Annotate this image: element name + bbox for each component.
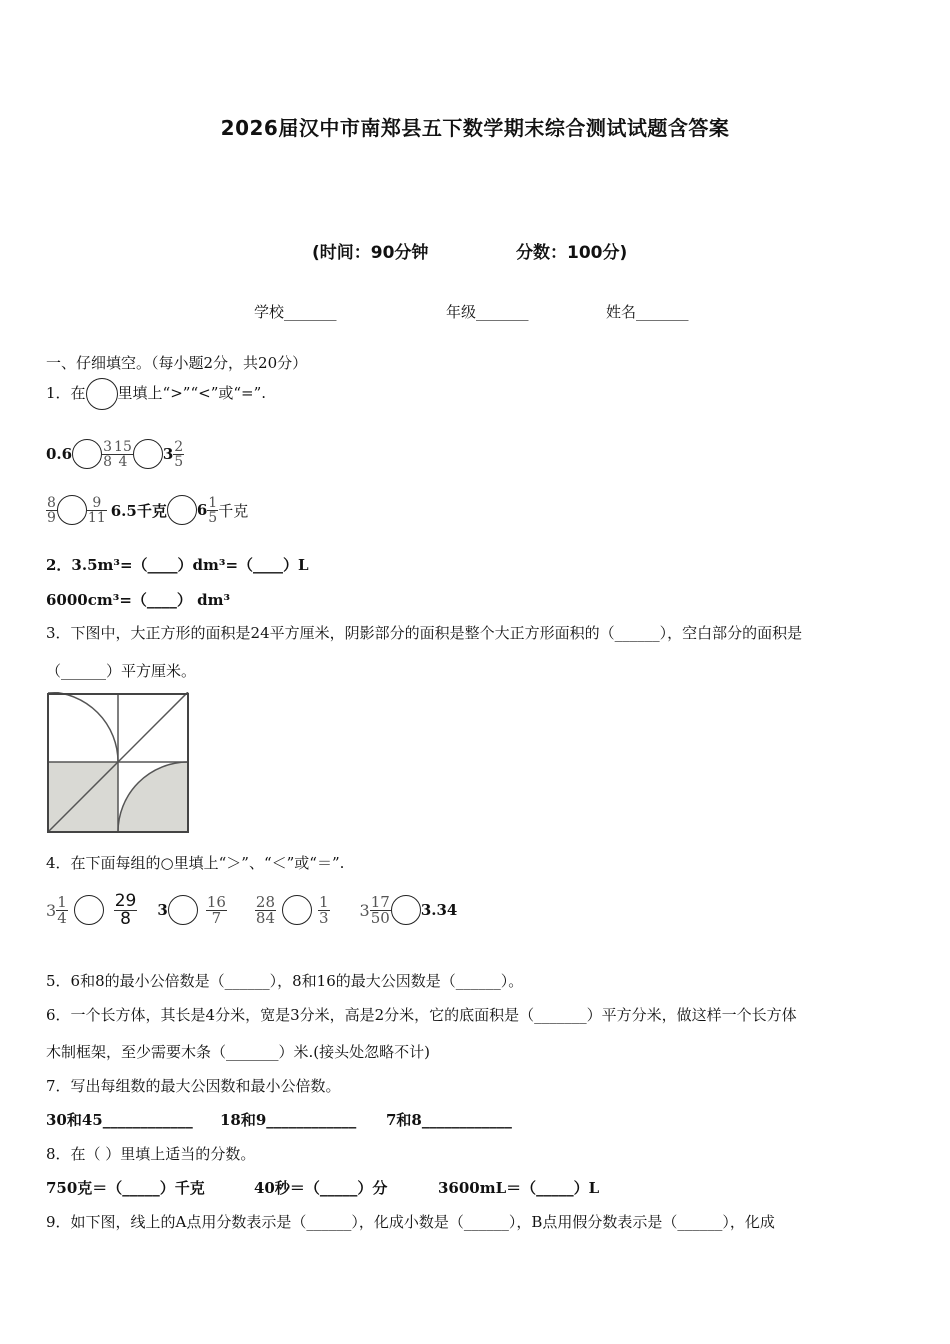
question-5: 5．6和8的最小公倍数是（______），8和16的最大公因数是（______）。 bbox=[46, 972, 524, 990]
time-label: (时间：90分钟 bbox=[312, 243, 429, 263]
q7-a: 30和45____________ bbox=[46, 1111, 193, 1129]
q1-row-1 bbox=[46, 434, 184, 474]
fraction: $\frac{1}{4}$ bbox=[57, 892, 67, 927]
grade-field: 年级_______ bbox=[446, 303, 529, 321]
shaded-region bbox=[118, 762, 188, 832]
name-field: 姓名_______ bbox=[606, 303, 689, 321]
question-2-line-2: 6000cm³=（____） dm³ bbox=[46, 591, 231, 609]
fraction: $\frac{9}{11}$ bbox=[87, 494, 106, 526]
fraction: $\frac{29}{8}$ bbox=[114, 890, 137, 929]
q4-groups bbox=[46, 888, 457, 932]
q7-c: 7和8____________ bbox=[386, 1111, 512, 1129]
square-figure bbox=[46, 692, 192, 834]
question-1 bbox=[46, 378, 266, 410]
q1-r1-b: 3 bbox=[162, 445, 174, 463]
q1-r2-d: 6 bbox=[196, 501, 208, 519]
fraction: $\frac{1}{3}$ bbox=[319, 892, 329, 927]
score-label: 分数：100分) bbox=[516, 243, 628, 263]
question-9: 9．如下图，线上的A点用分数表示是（______），化成小数是（______），B点用假分数表示是（______），化成 bbox=[46, 1213, 775, 1231]
section-heading: 一、仔细填空。（每小题2分，共20分） bbox=[46, 354, 308, 372]
question-7: 7．写出每组数的最大公因数和最小公倍数。 bbox=[46, 1077, 341, 1095]
q7-b: 18和9____________ bbox=[220, 1111, 357, 1129]
q8-a: 750克＝（_____）千克 bbox=[46, 1179, 205, 1197]
q4-g4-right: 3.34 bbox=[420, 901, 458, 919]
q1-prefix: 1．在 bbox=[46, 384, 86, 402]
circle-icon bbox=[57, 495, 87, 525]
circle-icon bbox=[74, 895, 104, 925]
fraction: $\frac{1}{5}$ bbox=[208, 494, 218, 526]
circle-icon bbox=[167, 495, 197, 525]
circle-icon bbox=[72, 439, 102, 469]
question-6-line-1: 6．一个长方体，其长是4分米，宽是3分米，高是2分米，它的底面积是（_______）平方分米，做这样一个长方体 bbox=[46, 1006, 797, 1024]
q1-r2-c: 6.5千克 bbox=[110, 501, 167, 520]
circle-icon bbox=[86, 378, 118, 410]
q4-g1-whole: 3 bbox=[46, 900, 57, 920]
fraction: $\frac{17}{50}$ bbox=[370, 892, 390, 927]
fraction: $\frac{15}{4}$ bbox=[114, 438, 132, 470]
q8-b: 40秒＝（_____）分 bbox=[254, 1179, 388, 1197]
circle-icon bbox=[391, 895, 421, 925]
question-3-line-2: （______）平方厘米。 bbox=[46, 662, 197, 680]
q1-suffix: 里填上“>”“<”或“=”. bbox=[117, 384, 267, 402]
question-4: 4．在下面每组的○里填上“＞”、“＜”或“＝”. bbox=[46, 854, 345, 872]
q8-c: 3600mL＝（_____）L bbox=[438, 1179, 600, 1197]
fraction: $\frac{2}{5}$ bbox=[174, 438, 184, 470]
school-field: 学校_______ bbox=[254, 303, 337, 321]
fraction: $\frac{28}{84}$ bbox=[255, 892, 275, 927]
fraction: $\frac{8}{9}$ bbox=[47, 494, 56, 526]
q1-r2-unit: 千克 bbox=[218, 501, 249, 520]
q1-row-2 bbox=[46, 490, 248, 530]
circle-icon bbox=[282, 895, 312, 925]
q4-g2-left: 3 bbox=[157, 901, 168, 919]
question-2-line-1: 2．3.5m³=（____）dm³=（____）L bbox=[46, 556, 309, 574]
fraction: $\frac{16}{7}$ bbox=[206, 892, 226, 927]
question-3-line-1: 3．下图中，大正方形的面积是24平方厘米，阴影部分的面积是整个大正方形面积的（______），空白部分的面积是 bbox=[46, 624, 803, 642]
question-6-line-2: 木制框架，至少需要木条（_______）米.(接头处忽略不计) bbox=[46, 1043, 430, 1061]
circle-icon bbox=[168, 895, 198, 925]
q4-g4-whole: 3 bbox=[359, 900, 370, 920]
q1-r1-a: 0.6 bbox=[46, 445, 73, 463]
page-title: 2026届汉中市南郑县五下数学期末综合测试试题含答案 bbox=[220, 116, 730, 140]
circle-icon bbox=[133, 439, 163, 469]
fraction: $\frac{3}{8}$ bbox=[103, 438, 113, 470]
question-8: 8．在（ ）里填上适当的分数。 bbox=[46, 1145, 256, 1163]
